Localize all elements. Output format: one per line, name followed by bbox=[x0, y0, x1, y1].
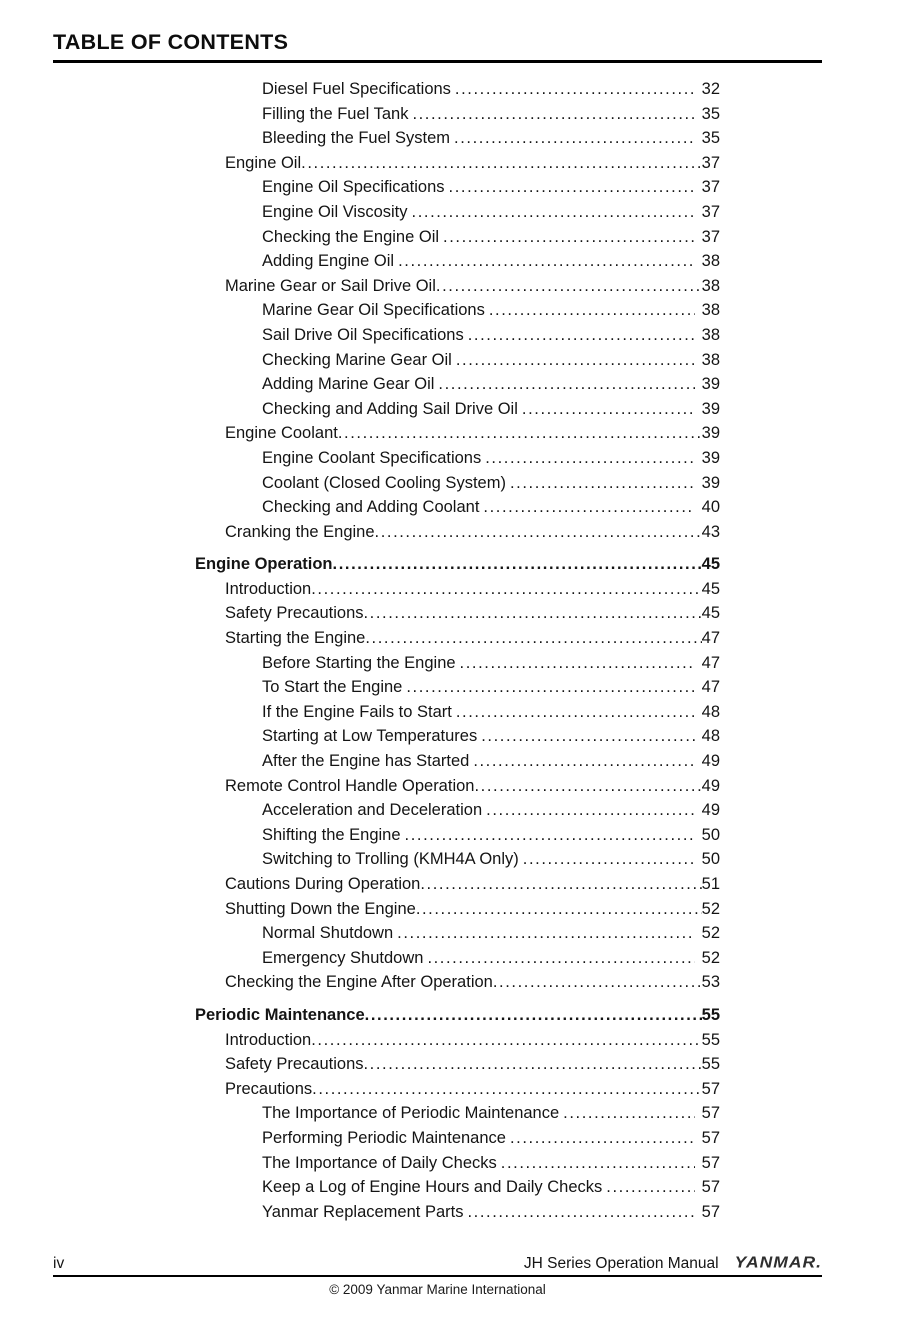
toc-entry-label: Checking the Engine After Operation bbox=[225, 973, 493, 992]
toc-entry bbox=[53, 552, 720, 577]
toc-entry bbox=[53, 1101, 720, 1126]
toc-entry-label: Before Starting the Engine bbox=[262, 653, 456, 672]
page-title: TABLE OF CONTENTS bbox=[53, 30, 289, 54]
toc-entry-page: 40 bbox=[701, 498, 720, 517]
toc-entry bbox=[53, 724, 720, 749]
toc-entry-page: 51 bbox=[701, 875, 720, 893]
toc-entry-label: Adding Engine Oil bbox=[262, 252, 395, 271]
toc-entry bbox=[53, 126, 720, 151]
toc-entry-page: 37 bbox=[701, 153, 720, 172]
toc-entry-label: Checking and Adding Coolant bbox=[262, 498, 480, 517]
toc-entry-page: 32 bbox=[701, 80, 720, 98]
toc-entry-label: Performing Periodic Maintenance bbox=[262, 1128, 506, 1147]
toc-dot-leader bbox=[338, 421, 702, 446]
toc-entry-label: Introduction bbox=[225, 579, 312, 598]
toc-dot-leader bbox=[405, 823, 695, 848]
toc-entry bbox=[53, 1200, 720, 1225]
toc-entry-label: Engine Oil Specifications bbox=[262, 178, 445, 197]
toc-dot-leader bbox=[606, 1175, 694, 1200]
toc-entry-label: Starting at Low Temperatures bbox=[262, 727, 478, 746]
toc-entry bbox=[53, 348, 720, 373]
toc-entry-label: Engine Coolant Specifications bbox=[262, 448, 482, 467]
toc-entry bbox=[53, 102, 720, 127]
toc-entry-page: 37 bbox=[701, 227, 720, 246]
toc-entry-page: 37 bbox=[701, 202, 720, 221]
toc-dot-leader bbox=[456, 348, 695, 373]
toc-entry-page: 50 bbox=[701, 850, 720, 869]
toc-dot-leader bbox=[455, 77, 695, 102]
toc-entry-label: Engine Coolant bbox=[225, 424, 338, 443]
toc-dot-leader bbox=[436, 274, 702, 299]
toc-entry-page: 49 bbox=[701, 776, 720, 795]
toc-entry-page: 57 bbox=[701, 1202, 720, 1221]
toc-entry-label: Acceleration and Deceleration bbox=[262, 801, 483, 820]
toc-entry-page: 39 bbox=[701, 448, 720, 467]
toc-entry bbox=[53, 847, 720, 872]
toc-dot-leader bbox=[486, 798, 695, 823]
toc-dot-leader bbox=[412, 102, 694, 127]
toc-entry-label: Coolant (Closed Cooling System) bbox=[262, 473, 506, 492]
toc-entry-label: Filling the Fuel Tank bbox=[262, 104, 409, 123]
toc-entry-label: Marine Gear or Sail Drive Oil bbox=[225, 276, 436, 295]
toc-dot-leader bbox=[333, 552, 702, 577]
toc-entry-label: Adding Marine Gear Oil bbox=[262, 375, 435, 394]
toc-entry bbox=[53, 323, 720, 348]
toc-entry-page: 45 bbox=[701, 555, 720, 574]
toc-entry-label: To Start the Engine bbox=[262, 678, 403, 697]
toc-entry bbox=[53, 823, 720, 848]
toc-entry-page: 39 bbox=[701, 399, 720, 418]
toc-entry bbox=[53, 700, 720, 725]
toc-entry bbox=[53, 1052, 720, 1077]
toc-entry bbox=[53, 1003, 720, 1028]
toc-entry-page: 35 bbox=[701, 104, 720, 123]
toc-entry bbox=[53, 249, 720, 274]
toc-entry-page: 52 bbox=[701, 948, 720, 967]
toc-entry-label: Precautions bbox=[225, 1079, 313, 1098]
toc-entry bbox=[53, 298, 720, 323]
toc-entry-page: 47 bbox=[701, 629, 720, 648]
toc-entry bbox=[53, 421, 720, 446]
toc-entry bbox=[53, 151, 720, 176]
toc-entry-label: Diesel Fuel Specifications bbox=[262, 80, 451, 98]
toc-entry-label: Engine Operation bbox=[195, 555, 333, 574]
toc-dot-leader bbox=[473, 749, 694, 774]
toc-entry-page: 57 bbox=[701, 1178, 720, 1197]
footer-divider bbox=[53, 1275, 822, 1277]
toc-list bbox=[53, 77, 720, 1224]
toc-entry-label: Bleeding the Fuel System bbox=[262, 129, 451, 148]
toc-entry bbox=[53, 897, 720, 922]
toc-entry bbox=[53, 225, 720, 250]
toc-entry bbox=[53, 577, 720, 602]
toc-entry bbox=[53, 626, 720, 651]
toc-entry-label: Introduction bbox=[225, 1030, 312, 1049]
toc-dot-leader bbox=[523, 847, 695, 872]
folio-page-number: iv bbox=[53, 1255, 65, 1272]
page-header bbox=[53, 30, 822, 63]
toc-entry-label: Sail Drive Oil Specifications bbox=[262, 325, 464, 344]
toc-dot-leader bbox=[438, 372, 694, 397]
toc-entry-page: 49 bbox=[701, 801, 720, 820]
toc-dot-leader bbox=[397, 921, 694, 946]
copyright-notice: © 2009 Yanmar Marine International bbox=[329, 1282, 546, 1297]
toc-dot-leader bbox=[301, 151, 702, 176]
toc-entry bbox=[53, 1175, 720, 1200]
toc-entry-page: 39 bbox=[701, 375, 720, 394]
toc-entry-label: Checking the Engine Oil bbox=[262, 227, 440, 246]
toc-entry-label: Safety Precautions bbox=[225, 604, 364, 623]
toc-dot-leader bbox=[311, 1028, 701, 1053]
toc-entry bbox=[53, 946, 720, 971]
toc-entry-page: 39 bbox=[701, 424, 720, 443]
toc-entry bbox=[53, 675, 720, 700]
toc-entry-page: 47 bbox=[701, 678, 720, 697]
toc-entry bbox=[53, 872, 720, 897]
toc-dot-leader bbox=[454, 126, 695, 151]
toc-entry-label: Periodic Maintenance bbox=[195, 1005, 365, 1024]
toc-dot-leader bbox=[406, 675, 694, 700]
toc-entry-page: 39 bbox=[701, 473, 720, 492]
toc-entry-page: 52 bbox=[701, 924, 720, 943]
toc-entry bbox=[53, 798, 720, 823]
toc-dot-leader bbox=[460, 651, 695, 676]
toc-entry bbox=[53, 1126, 720, 1151]
toc-entry bbox=[53, 175, 720, 200]
toc-entry-label: Switching to Trolling (KMH4A Only) bbox=[262, 850, 519, 869]
toc-entry-page: 49 bbox=[701, 752, 720, 771]
toc-entry-label: Cranking the Engine bbox=[225, 522, 375, 541]
toc-entry-page: 55 bbox=[701, 1005, 720, 1024]
toc-dot-leader bbox=[474, 774, 701, 799]
toc-entry-label: Shifting the Engine bbox=[262, 825, 401, 844]
toc-entry-page: 57 bbox=[701, 1153, 720, 1172]
toc-dot-leader bbox=[427, 946, 694, 971]
toc-entry-label: The Importance of Periodic Maintenance bbox=[262, 1104, 560, 1123]
toc-entry bbox=[53, 601, 720, 626]
toc-dot-leader bbox=[481, 724, 694, 749]
toc-entry-label: If the Engine Fails to Start bbox=[262, 702, 452, 721]
toc-entry-page: 38 bbox=[701, 301, 720, 320]
toc-entry-label: Marine Gear Oil Specifications bbox=[262, 301, 485, 320]
toc-entry-page: 43 bbox=[701, 522, 720, 541]
toc-dot-leader bbox=[365, 1003, 702, 1028]
toc-entry-label: After the Engine has Started bbox=[262, 752, 470, 771]
toc-entry-page: 35 bbox=[701, 129, 720, 148]
yanmar-logo: YANMAR. bbox=[734, 1252, 822, 1272]
toc-dot-leader bbox=[501, 1151, 695, 1176]
toc-entry bbox=[53, 774, 720, 799]
toc-dot-leader bbox=[489, 298, 695, 323]
toc-dot-leader bbox=[493, 970, 702, 995]
toc-entry-page: 50 bbox=[701, 825, 720, 844]
toc-entry-label: Engine Oil Viscosity bbox=[262, 202, 408, 221]
toc-dot-leader bbox=[483, 495, 694, 520]
toc-entry-page: 55 bbox=[701, 1030, 720, 1049]
toc-entry-label: Emergency Shutdown bbox=[262, 948, 424, 967]
toc-entry bbox=[53, 1077, 720, 1102]
toc-entry-page: 45 bbox=[701, 604, 720, 623]
toc-entry-label: The Importance of Daily Checks bbox=[262, 1153, 497, 1172]
toc-dot-leader bbox=[312, 1077, 702, 1102]
toc-entry bbox=[53, 520, 720, 545]
toc-entry-label: Checking Marine Gear Oil bbox=[262, 350, 452, 369]
toc-entry-label: Cautions During Operation bbox=[225, 875, 421, 893]
toc-dot-leader bbox=[522, 397, 695, 422]
toc-entry-page: 57 bbox=[701, 1128, 720, 1147]
page-footer bbox=[53, 1252, 822, 1273]
toc-entry-label: Keep a Log of Engine Hours and Daily Checks bbox=[262, 1178, 603, 1197]
toc-entry-page: 57 bbox=[701, 1104, 720, 1123]
toc-entry-page: 38 bbox=[701, 325, 720, 344]
toc-dot-leader bbox=[510, 471, 695, 496]
footer-right-group bbox=[524, 1252, 822, 1273]
toc-entry bbox=[53, 651, 720, 676]
toc-dot-leader bbox=[398, 249, 695, 274]
toc-dot-leader bbox=[468, 323, 695, 348]
toc-entry bbox=[53, 1151, 720, 1176]
toc-entry-page: 48 bbox=[701, 727, 720, 746]
toc-entry-page: 47 bbox=[701, 653, 720, 672]
toc-dot-leader bbox=[449, 175, 695, 200]
toc-entry-page: 38 bbox=[701, 276, 720, 295]
toc-entry-page: 52 bbox=[701, 899, 720, 918]
toc-entry-label: Normal Shutdown bbox=[262, 924, 394, 943]
toc-dot-leader bbox=[510, 1126, 695, 1151]
manual-title: JH Series Operation Manual bbox=[523, 1255, 719, 1272]
toc-entry-page: 55 bbox=[701, 1055, 720, 1074]
toc-entry-label: Checking and Adding Sail Drive Oil bbox=[262, 399, 518, 418]
toc-entry-page: 37 bbox=[701, 178, 720, 197]
toc-entry bbox=[53, 471, 720, 496]
toc-entry bbox=[53, 200, 720, 225]
toc-entry-label: Yanmar Replacement Parts bbox=[262, 1202, 464, 1221]
toc-entry-page: 38 bbox=[701, 252, 720, 271]
toc-dot-leader bbox=[467, 1200, 694, 1225]
toc-entry bbox=[53, 495, 720, 520]
toc-dot-leader bbox=[456, 700, 695, 725]
toc-entry-label: Remote Control Handle Operation bbox=[225, 776, 475, 795]
toc-entry-page: 57 bbox=[701, 1079, 720, 1098]
toc-entry bbox=[53, 921, 720, 946]
toc-entry bbox=[53, 1028, 720, 1053]
toc-dot-leader bbox=[375, 520, 702, 545]
toc-entry bbox=[53, 970, 720, 995]
toc-entry-page: 38 bbox=[701, 350, 720, 369]
toc-dot-leader bbox=[311, 577, 701, 602]
toc-dot-leader bbox=[365, 626, 701, 651]
toc-dot-leader bbox=[416, 897, 702, 922]
toc-entry-page: 45 bbox=[701, 579, 720, 598]
toc-entry-page: 48 bbox=[701, 702, 720, 721]
toc-entry bbox=[53, 274, 720, 299]
toc-dot-leader bbox=[364, 1052, 702, 1077]
toc-entry bbox=[53, 749, 720, 774]
toc-dot-leader bbox=[364, 601, 702, 626]
toc-entry-page: 53 bbox=[701, 973, 720, 992]
toc-entry bbox=[53, 372, 720, 397]
toc-dot-leader bbox=[412, 200, 695, 225]
toc-entry-label: Starting the Engine bbox=[225, 629, 366, 648]
toc-entry bbox=[53, 446, 720, 471]
toc-dot-leader bbox=[420, 872, 701, 897]
toc-entry-label: Shutting Down the Engine bbox=[225, 899, 416, 918]
toc-dot-leader bbox=[563, 1101, 694, 1126]
toc-entry-label: Engine Oil bbox=[225, 153, 302, 172]
toc-entry bbox=[53, 77, 720, 102]
toc-entry bbox=[53, 397, 720, 422]
toc-entry-label: Safety Precautions bbox=[225, 1055, 364, 1074]
toc-dot-leader bbox=[443, 225, 695, 250]
toc-dot-leader bbox=[485, 446, 694, 471]
